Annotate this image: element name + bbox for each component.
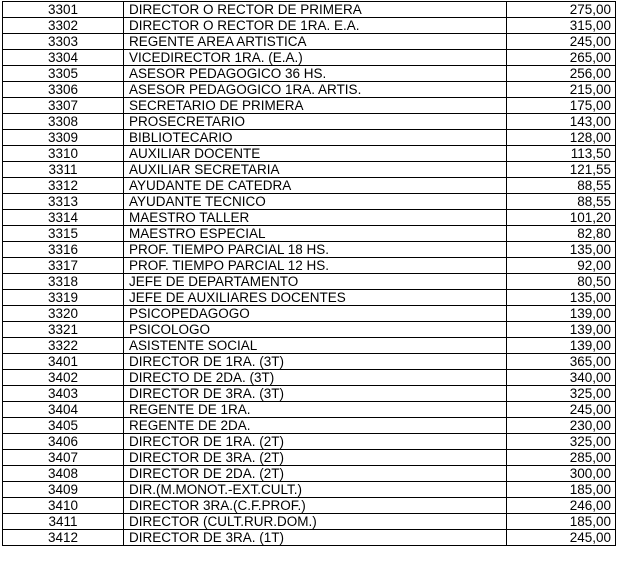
position-value-cell: 285,00 — [507, 450, 616, 466]
table-row — [3, 258, 616, 274]
table-row — [3, 210, 616, 226]
position-name-cell: JEFE DE DEPARTAMENTO — [124, 274, 507, 290]
positions-table-body — [3, 2, 616, 546]
table-row — [3, 418, 616, 434]
position-name-cell: MAESTRO TALLER — [124, 210, 507, 226]
position-code-cell: 3312 — [3, 178, 124, 194]
position-code-cell: 3316 — [3, 242, 124, 258]
position-code-cell: 3411 — [3, 514, 124, 530]
position-name-cell: DIRECTOR DE 2DA. (2T) — [124, 466, 507, 482]
position-name-cell: PROF. TIEMPO PARCIAL 12 HS. — [124, 258, 507, 274]
position-name-cell: ASESOR PEDAGOGICO 1RA. ARTIS. — [124, 82, 507, 98]
position-value-cell: 175,00 — [507, 98, 616, 114]
position-code-cell: 3315 — [3, 226, 124, 242]
table-row — [3, 130, 616, 146]
position-name-cell: DIRECTO DE 2DA. (3T) — [124, 370, 507, 386]
position-code-cell: 3308 — [3, 114, 124, 130]
position-value-cell: 135,00 — [507, 290, 616, 306]
position-code-cell: 3313 — [3, 194, 124, 210]
table-row — [3, 386, 616, 402]
position-value-cell: 185,00 — [507, 514, 616, 530]
position-code-cell: 3404 — [3, 402, 124, 418]
position-name-cell: DIRECTOR DE 3RA. (2T) — [124, 450, 507, 466]
position-code-cell: 3304 — [3, 50, 124, 66]
position-value-cell: 275,00 — [507, 2, 616, 18]
position-name-cell: DIRECTOR O RECTOR DE 1RA. E.A. — [124, 18, 507, 34]
position-code-cell: 3317 — [3, 258, 124, 274]
table-row — [3, 450, 616, 466]
position-code-cell: 3407 — [3, 450, 124, 466]
position-value-cell: 265,00 — [507, 50, 616, 66]
table-row — [3, 34, 616, 50]
table-row — [3, 290, 616, 306]
table-row — [3, 354, 616, 370]
position-name-cell: PROF. TIEMPO PARCIAL 18 HS. — [124, 242, 507, 258]
position-name-cell: REGENTE DE 1RA. — [124, 402, 507, 418]
position-code-cell: 3402 — [3, 370, 124, 386]
position-name-cell: REGENTE DE 2DA. — [124, 418, 507, 434]
position-code-cell: 3318 — [3, 274, 124, 290]
table-row — [3, 482, 616, 498]
position-name-cell: SECRETARIO DE PRIMERA — [124, 98, 507, 114]
table-row — [3, 178, 616, 194]
position-name-cell: JEFE DE AUXILIARES DOCENTES — [124, 290, 507, 306]
table-row — [3, 194, 616, 210]
position-name-cell: DIR.(M.MONOT.-EXT.CULT.) — [124, 482, 507, 498]
position-code-cell: 3301 — [3, 2, 124, 18]
position-code-cell: 3302 — [3, 18, 124, 34]
table-row — [3, 162, 616, 178]
table-row — [3, 50, 616, 66]
position-name-cell: DIRECTOR O RECTOR DE PRIMERA — [124, 2, 507, 18]
position-value-cell: 82,80 — [507, 226, 616, 242]
position-name-cell: DIRECTOR (CULT.RUR.DOM.) — [124, 514, 507, 530]
position-value-cell: 215,00 — [507, 82, 616, 98]
position-value-cell: 113,50 — [507, 146, 616, 162]
position-value-cell: 80,50 — [507, 274, 616, 290]
table-row — [3, 146, 616, 162]
table-row — [3, 466, 616, 482]
position-code-cell: 3409 — [3, 482, 124, 498]
table-row — [3, 338, 616, 354]
position-value-cell: 88,55 — [507, 194, 616, 210]
position-code-cell: 3306 — [3, 82, 124, 98]
table-row — [3, 370, 616, 386]
table-row — [3, 66, 616, 82]
position-value-cell: 139,00 — [507, 322, 616, 338]
position-value-cell: 245,00 — [507, 530, 616, 546]
table-row — [3, 242, 616, 258]
position-value-cell: 128,00 — [507, 130, 616, 146]
position-name-cell: ASESOR PEDAGOGICO 36 HS. — [124, 66, 507, 82]
position-name-cell: MAESTRO ESPECIAL — [124, 226, 507, 242]
position-name-cell: VICEDIRECTOR 1RA. (E.A.) — [124, 50, 507, 66]
position-code-cell: 3321 — [3, 322, 124, 338]
position-name-cell: BIBLIOTECARIO — [124, 130, 507, 146]
position-name-cell: AYUDANTE DE CATEDRA — [124, 178, 507, 194]
position-value-cell: 300,00 — [507, 466, 616, 482]
table-row — [3, 114, 616, 130]
position-name-cell: AYUDANTE TECNICO — [124, 194, 507, 210]
position-name-cell: REGENTE AREA ARTISTICA — [124, 34, 507, 50]
position-code-cell: 3412 — [3, 530, 124, 546]
position-code-cell: 3406 — [3, 434, 124, 450]
position-value-cell: 245,00 — [507, 34, 616, 50]
position-code-cell: 3307 — [3, 98, 124, 114]
table-row — [3, 530, 616, 546]
position-value-cell: 101,20 — [507, 210, 616, 226]
position-name-cell: AUXILIAR SECRETARIA — [124, 162, 507, 178]
table-row — [3, 82, 616, 98]
position-value-cell: 121,55 — [507, 162, 616, 178]
position-name-cell: DIRECTOR DE 1RA. (2T) — [124, 434, 507, 450]
position-value-cell: 139,00 — [507, 306, 616, 322]
position-code-cell: 3311 — [3, 162, 124, 178]
table-row — [3, 306, 616, 322]
position-value-cell: 340,00 — [507, 370, 616, 386]
table-row — [3, 434, 616, 450]
position-value-cell: 246,00 — [507, 498, 616, 514]
position-value-cell: 365,00 — [507, 354, 616, 370]
position-name-cell: PSICOPEDAGOGO — [124, 306, 507, 322]
position-code-cell: 3305 — [3, 66, 124, 82]
position-value-cell: 135,00 — [507, 242, 616, 258]
position-code-cell: 3319 — [3, 290, 124, 306]
position-value-cell: 245,00 — [507, 402, 616, 418]
table-row — [3, 402, 616, 418]
position-code-cell: 3309 — [3, 130, 124, 146]
table-row — [3, 98, 616, 114]
position-name-cell: ASISTENTE SOCIAL — [124, 338, 507, 354]
position-name-cell: DIRECTOR DE 1RA. (3T) — [124, 354, 507, 370]
table-row — [3, 274, 616, 290]
position-value-cell: 325,00 — [507, 434, 616, 450]
table-row — [3, 498, 616, 514]
position-code-cell: 3408 — [3, 466, 124, 482]
position-value-cell: 88,55 — [507, 178, 616, 194]
position-name-cell: DIRECTOR DE 3RA. (3T) — [124, 386, 507, 402]
position-code-cell: 3405 — [3, 418, 124, 434]
position-code-cell: 3322 — [3, 338, 124, 354]
position-code-cell: 3403 — [3, 386, 124, 402]
position-code-cell: 3310 — [3, 146, 124, 162]
position-value-cell: 143,00 — [507, 114, 616, 130]
position-name-cell: PROSECRETARIO — [124, 114, 507, 130]
position-name-cell: DIRECTOR DE 3RA. (1T) — [124, 530, 507, 546]
position-code-cell: 3303 — [3, 34, 124, 50]
position-code-cell: 3320 — [3, 306, 124, 322]
position-value-cell: 139,00 — [507, 338, 616, 354]
table-row — [3, 18, 616, 34]
position-code-cell: 3410 — [3, 498, 124, 514]
table-row — [3, 226, 616, 242]
table-row — [3, 2, 616, 18]
position-value-cell: 315,00 — [507, 18, 616, 34]
positions-table — [2, 1, 616, 546]
position-value-cell: 185,00 — [507, 482, 616, 498]
position-value-cell: 92,00 — [507, 258, 616, 274]
position-value-cell: 230,00 — [507, 418, 616, 434]
position-value-cell: 325,00 — [507, 386, 616, 402]
table-row — [3, 514, 616, 530]
position-name-cell: PSICOLOGO — [124, 322, 507, 338]
table-row — [3, 322, 616, 338]
position-code-cell: 3314 — [3, 210, 124, 226]
position-code-cell: 3401 — [3, 354, 124, 370]
position-name-cell: AUXILIAR DOCENTE — [124, 146, 507, 162]
position-value-cell: 256,00 — [507, 66, 616, 82]
position-name-cell: DIRECTOR 3RA.(C.F.PROF.) — [124, 498, 507, 514]
